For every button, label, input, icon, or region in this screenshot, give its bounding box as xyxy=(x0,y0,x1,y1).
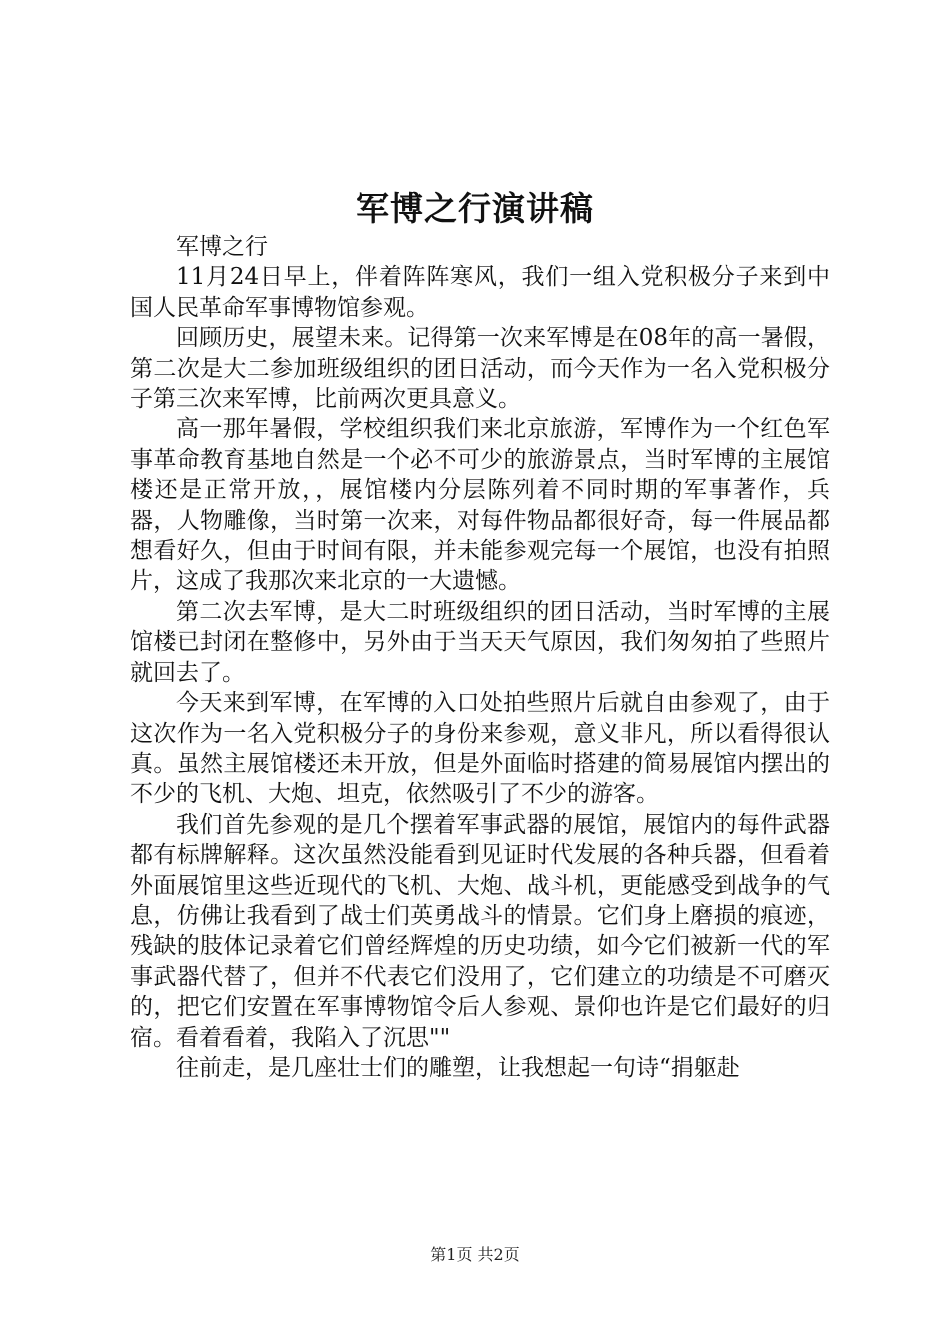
page-number-footer: 第1页 共2页 xyxy=(430,1245,520,1264)
document-title: 军博之行演讲稿 xyxy=(356,189,594,228)
paragraph: 我们首先参观的是几个摆着军事武器的展馆，展馆内的每件武器都有标牌解释。这次虽然没能看到见证时代发展的各种兵器，但看着外面展馆里这些近现代的飞机、大炮、战斗机，更能感受到战争的气息，仿佛让我看到了战士们英勇战斗的情景。它们身上磨损的痕迹，残缺的肢体记录着它们曾经辉煌的历史功绩，如今它们被新一代的军事武器代替了，但并不代表它们没用了，它们建立的功绩是不可磨灭的，把它们安置在军事博物馆令后人参观、景仰也许是它们最好的归宿。看着看着，我陷入了沉思"" xyxy=(130,811,830,1051)
paragraph: 11月24日早上，伴着阵阵寒风，我们一组入党积极分子来到中国人民革命军事博物馆参观。 xyxy=(130,264,830,321)
paragraph: 第二次去军博，是大二时班级组织的团日活动，当时军博的主展馆楼已封闭在整修中，另外由于当天天气原因，我们匆匆拍了些照片就回去了。 xyxy=(130,598,830,686)
paragraph: 高一那年暑假，学校组织我们来北京旅游，军博作为一个红色军事革命教育基地自然是一个必不可少的旅游景点，当时军博的主展馆楼还是正常开放，，展馆楼内分层陈列着不同时期的军事著作，兵器，人物雕像，当时第一次来，对每件物品都很好奇，每一件展品都想看好久，但由于时间有限，并未能参观完每一个展馆，也没有拍照片，这成了我那次来北京的一大遗憾。 xyxy=(130,416,830,595)
paragraph: 回顾历史，展望未来。记得第一次来军博是在08年的高一暑假，第二次是大二参加班级组织的团日活动，而今天作为一名入党积极分子第三次来军博，比前两次更具意义。 xyxy=(130,325,830,413)
paragraph: 今天来到军博，在军博的入口处拍些照片后就自由参观了，由于这次作为一名入党积极分子的身份来参观，意义非凡，所以看得很认真。虽然主展馆楼还未开放，但是外面临时搭建的简易展馆内摆出的不少的飞机、大炮、坦克，依然吸引了不少的游客。 xyxy=(130,690,830,808)
document-body xyxy=(130,232,830,1083)
paragraph-heading: 军博之行 xyxy=(176,234,268,260)
paragraph: 往前走，是几座壮士们的雕塑，让我想起一句诗“捐躯赴 xyxy=(176,1054,740,1081)
